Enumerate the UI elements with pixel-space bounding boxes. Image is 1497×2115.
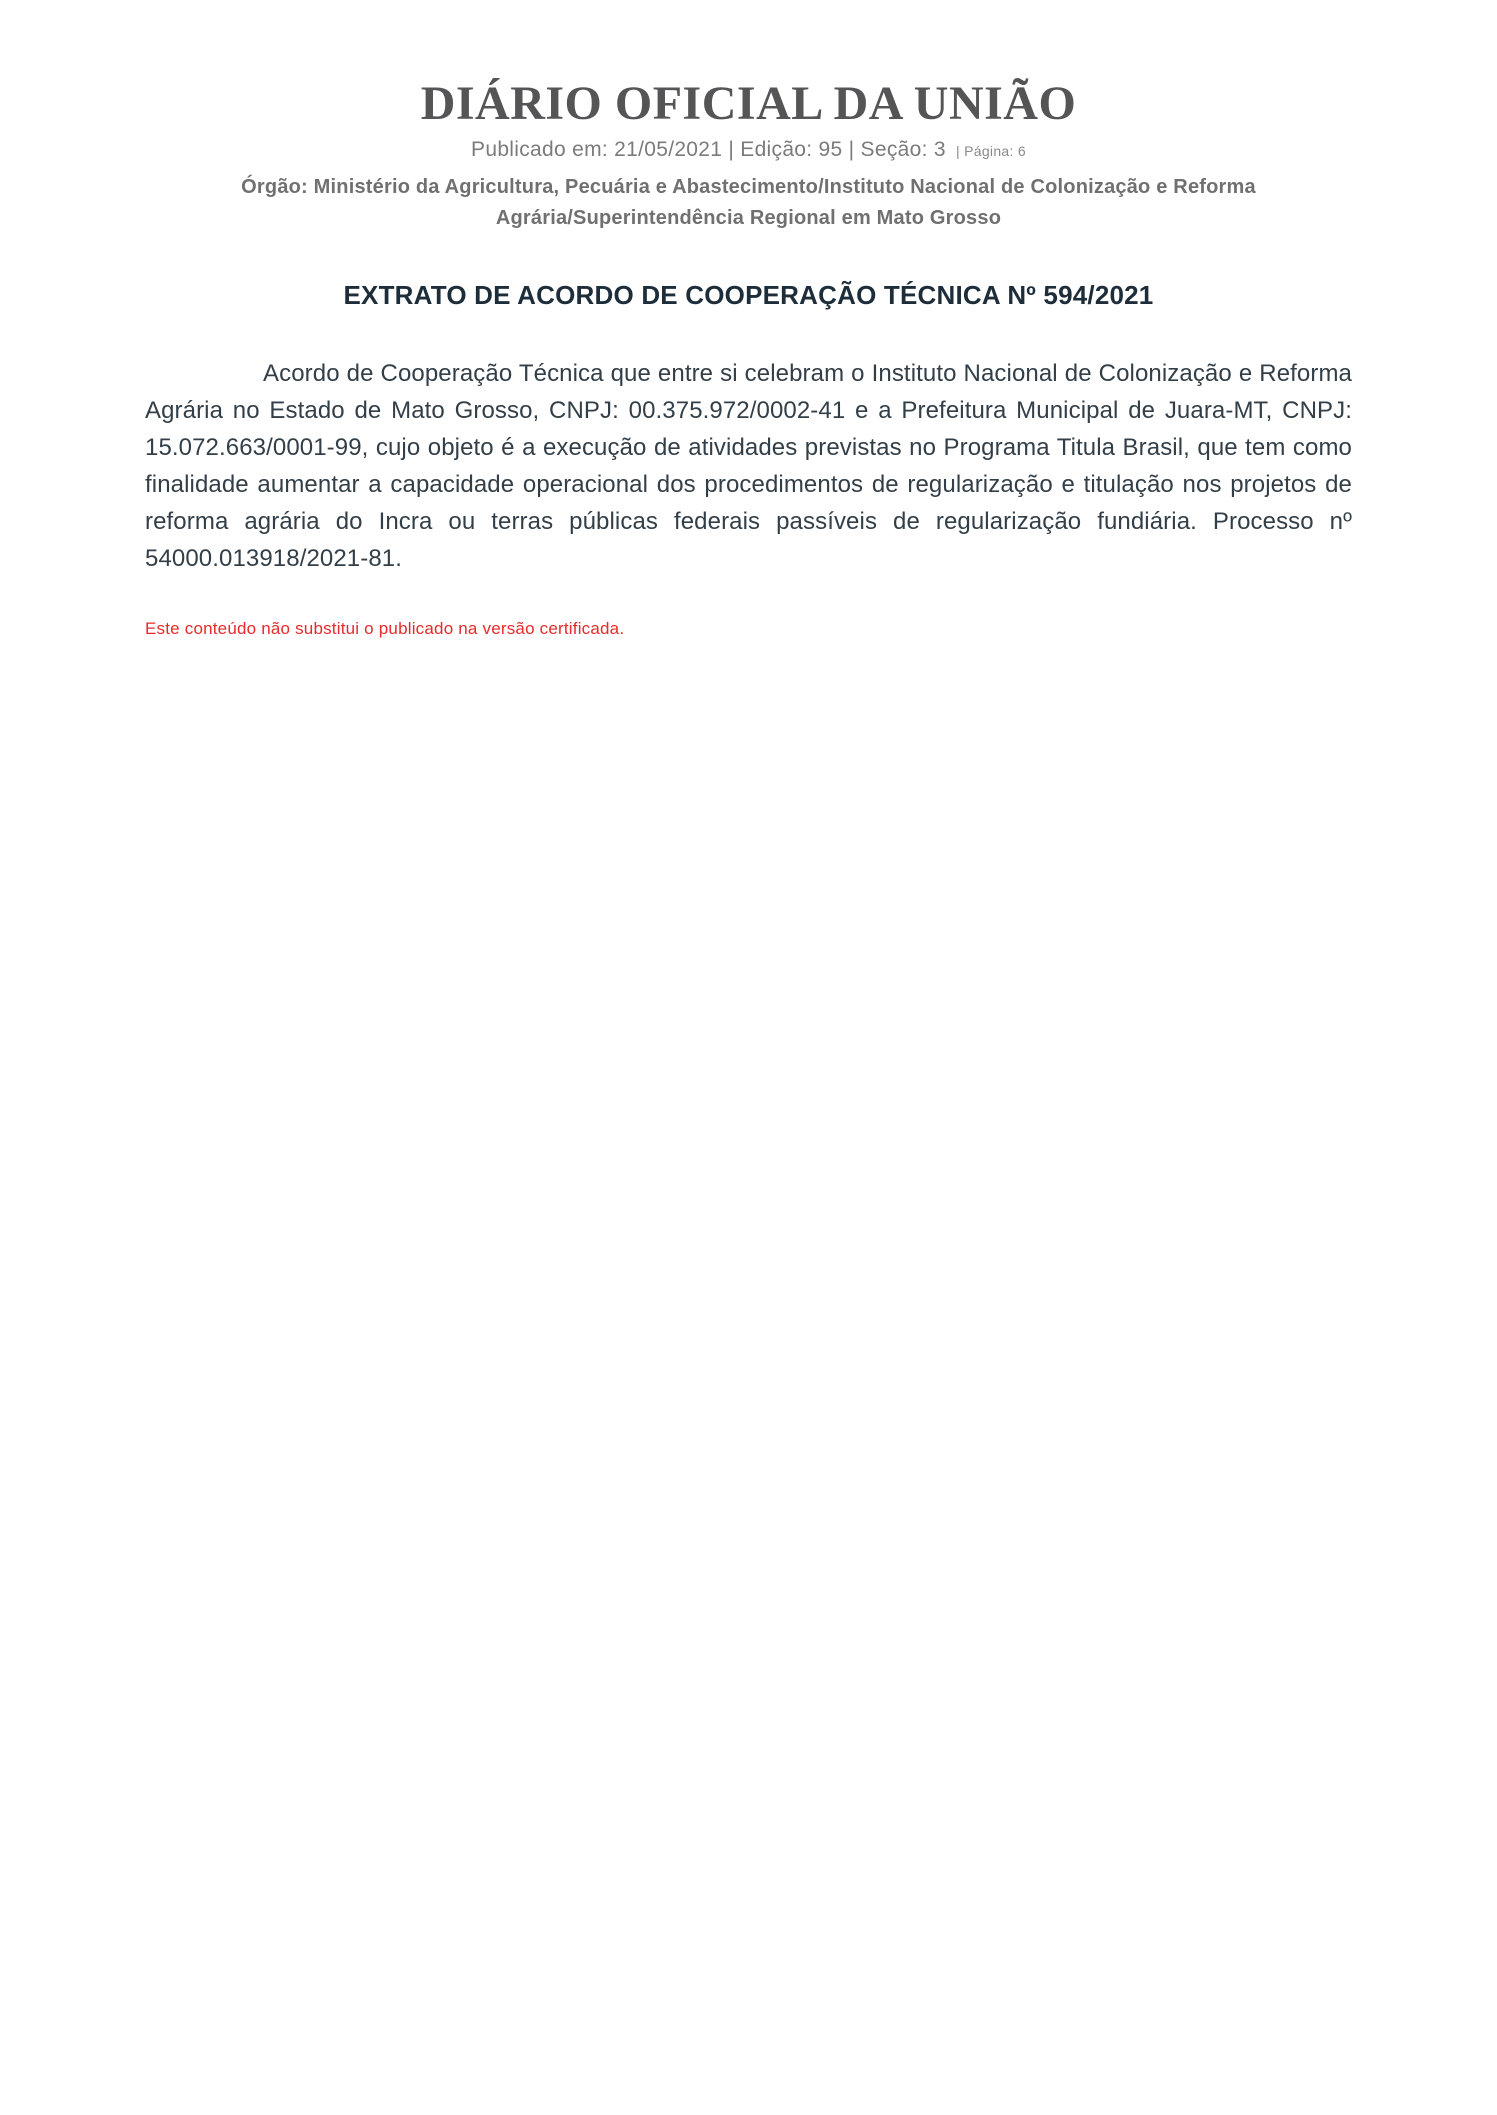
organ-line: Órgão: Ministério da Agricultura, Pecuária e Abastecimento/Instituto Nacional de Colonização e Reforma Agrária/Superintendência Regional em Mato Grosso xyxy=(241,176,1256,230)
article-section xyxy=(145,280,1352,577)
gazette-title: DIÁRIO OFICIAL DA UNIÃO xyxy=(420,77,1077,130)
publication-meta-line xyxy=(145,138,1352,162)
article-body: Acordo de Cooperação Técnica que entre si celebram o Instituto Nacional de Colonização e Reforma Agrária no Estado de Mato Grosso, CNPJ: 00.375.972/0002-41 e a Prefeitura Municipal de Juara-MT, CNPJ: 15.072.663/0001-99, cujo objeto é a execução de atividades previstas no Programa Titula Brasil, que tem como finalidade aumentar a capacidade operacional dos procedimentos de regularização e titulação nos projetos de reforma agrária do Incra ou terras públicas federais passíveis de regularização fundiária. Processo nº 54000.013918/2021-81. xyxy=(145,360,1352,573)
page-number: | Página: 6 xyxy=(955,143,1026,160)
article-heading: EXTRATO DE ACORDO DE COOPERAÇÃO TÉCNICA Nº 594/2021 xyxy=(343,280,1154,311)
publication-info: Publicado em: 21/05/2021 | Edição: 95 | Seção: 3 xyxy=(471,138,946,162)
certification-footer xyxy=(145,619,1352,639)
gazette-header xyxy=(145,76,1352,234)
disclaimer-text: Este conteúdo não substitui o publicado na versão certificada. xyxy=(145,619,625,639)
